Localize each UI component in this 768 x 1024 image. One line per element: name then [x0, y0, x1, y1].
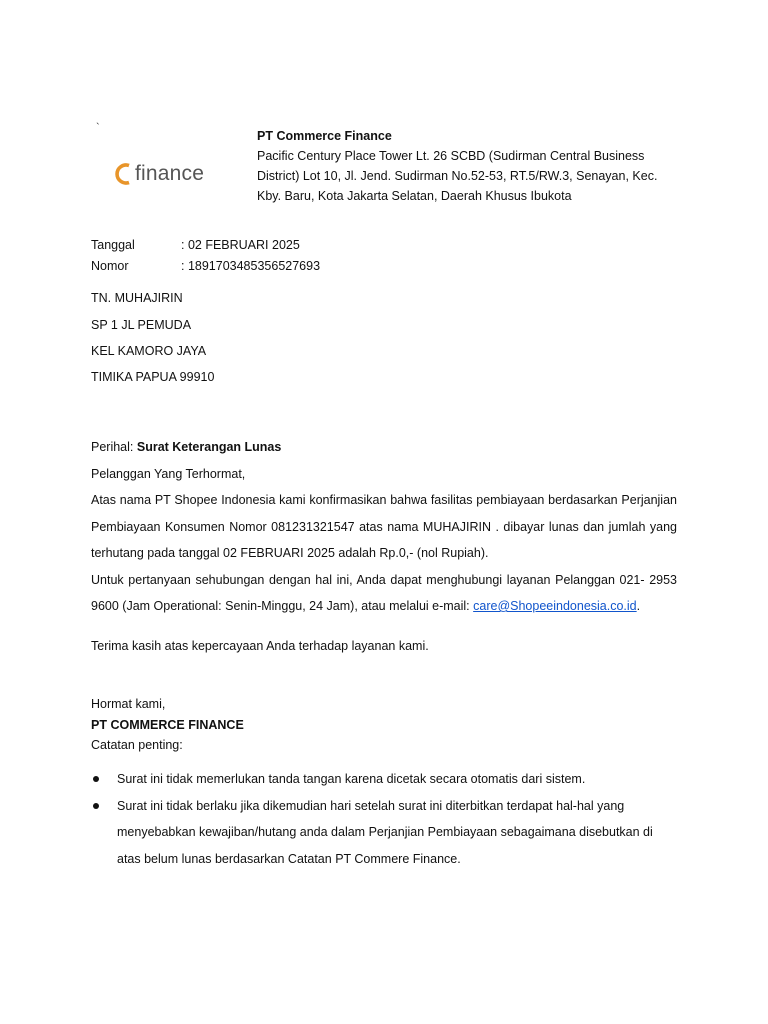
recipient-city: TIMIKA PAPUA 99910 — [91, 370, 215, 384]
recipient-village: KEL KAMORO JAYA — [91, 344, 207, 358]
logo-text: finance — [135, 162, 205, 185]
paragraph-contact — [91, 567, 677, 620]
company-logo — [114, 160, 204, 188]
number-value: : 1891703485356527693 — [181, 259, 321, 273]
company-address-line-1: Pacific Century Place Tower Lt. 26 SCBD (Sudirman Central Business — [257, 149, 645, 163]
bullet-icon — [93, 803, 99, 809]
note-text: Surat ini tidak berlaku jika dikemudian hari setelah surat ini diterbitkan terdapat hal-hal yang menyebabkan kewajiban/hutang anda dalam Perjanjian Pembiayaan sebagaimana disebutkan di atas belum lunas berdasarkan Catatan PT Commere Finance. — [117, 798, 653, 866]
date-value: : 02 FEBRUARI 2025 — [181, 238, 300, 252]
bullet-icon — [93, 776, 99, 782]
company-address-line-3: Kby. Baru, Kota Jakarta Selatan, Daerah Khusus Ibukota — [257, 189, 572, 203]
notes-title: Catatan penting: — [91, 738, 183, 752]
date-label: Tanggal — [91, 238, 135, 252]
number-label: Nomor — [91, 259, 129, 273]
list-item — [91, 766, 677, 793]
subject-text: Surat Keterangan Lunas — [136, 440, 282, 454]
recipient-name: TN. MUHAJIRIN — [91, 291, 183, 305]
list-item — [91, 793, 677, 873]
note-text: Surat ini tidak memerlukan tanda tangan karena dicetak secara otomatis dari sistem. — [117, 772, 586, 786]
paragraph-confirmation: Atas nama PT Shopee Indonesia kami konfirmasikan bahwa fasilitas pembiayaan berdasarkan Perjanjian Pembiayaan Konsumen Nomor 081231321547 atas nama MUHAJIRIN . dibayar lunas dan jumlah yang terhutang pada tanggal 02 FEBRUARI 2025 adalah Rp.0,- (nol Rupiah). — [91, 493, 677, 560]
greeting: Pelanggan Yang Terhormat, — [91, 466, 246, 481]
company-header — [257, 126, 677, 206]
notes-list — [91, 766, 677, 872]
closing-line: Hormat kami, — [91, 697, 166, 711]
thanks-line: Terima kasih atas kepercayaan Anda terhadap layanan kami. — [91, 639, 429, 653]
subject-label: Perihal: — [91, 440, 137, 454]
logo-c-icon — [114, 162, 132, 186]
email-link[interactable]: care@Shopeeindonesia.co.id — [473, 599, 637, 613]
company-address-line-2: District) Lot 10, Jl. Jend. Sudirman No.52-53, RT.5/RW.3, Senayan, Kec. — [257, 169, 658, 183]
contact-text: Untuk pertanyaan sehubungan dengan hal ini, Anda dapat menghubungi layanan Pelanggan 021- 2953 9600 (Jam Operational: Senin-Minggu, 24 Jam), atau melalui e-mail: — [91, 572, 677, 613]
company-name: PT Commerce Finance — [257, 129, 392, 143]
subject-line — [91, 434, 677, 461]
letter-body — [91, 434, 677, 620]
recipient-street: SP 1 JL PEMUDA — [91, 318, 192, 332]
contact-text-end: . — [636, 599, 641, 613]
tick-mark: ` — [96, 122, 100, 134]
signature-company: PT COMMERCE FINANCE — [91, 718, 244, 732]
